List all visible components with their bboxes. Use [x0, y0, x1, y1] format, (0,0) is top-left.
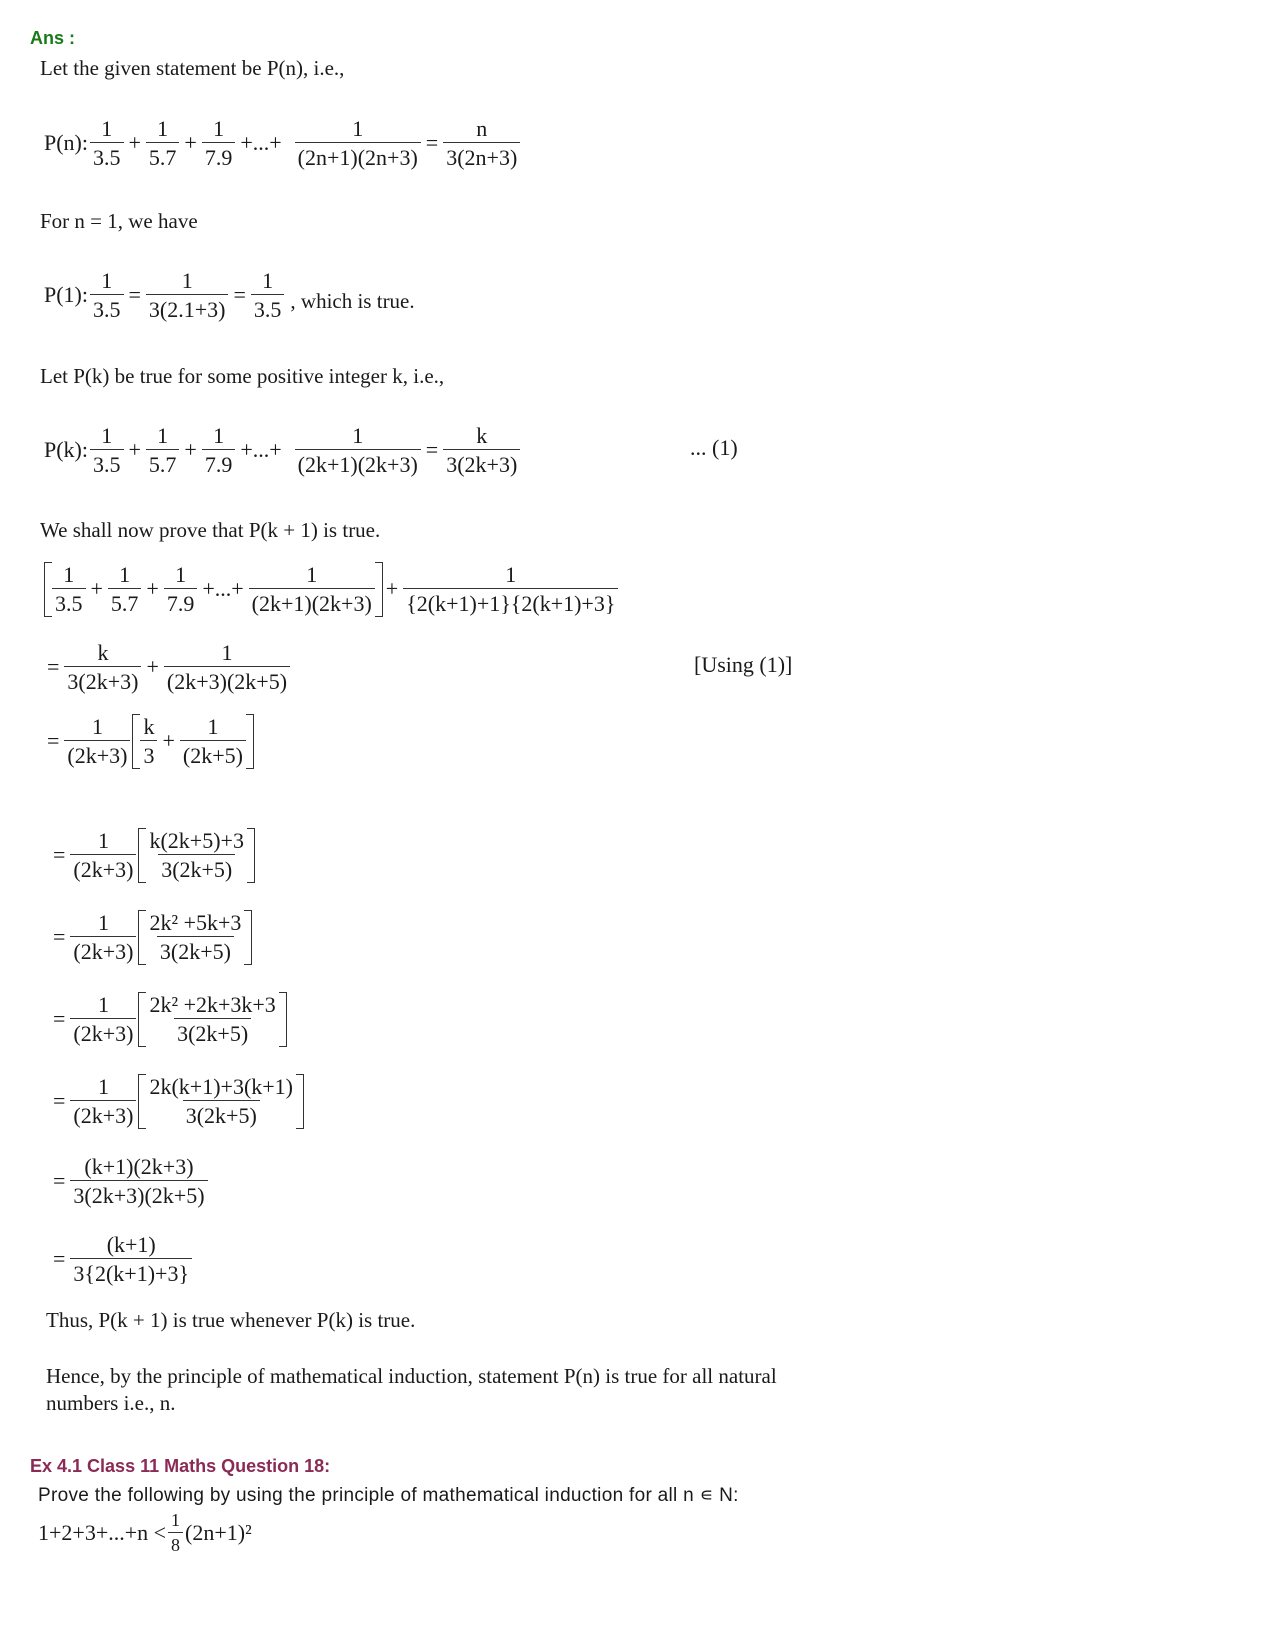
answer-label: Ans : — [30, 28, 75, 48]
step-5: = $\frac{1}{(2k+3)}$ $\frac{\text{2k² +2k+3k+3}}{3(2k+5)}$ — [50, 992, 287, 1047]
p1-equation: P(1): $\frac{1}{3.5}$ = $\frac{1}{3(2.1+3)}$ = $\frac{1}{3.5}$ , which is true. — [44, 268, 415, 323]
for-n1-text: For n = 1, we have — [40, 209, 198, 233]
step-3: = $\frac{1}{(2k+3)}$ $\frac{k(2k+5)+3}{3(2k+5)}$ — [50, 828, 255, 883]
question-text: Prove the following by using the principle of mathematical induction for all n ∊ N: — [38, 1485, 739, 1506]
thus-text: Thus, P(k + 1) is true whenever P(k) is true. — [46, 1308, 416, 1332]
step-2: = $\frac{1}{(2k+3)}$ $\frac{k}{3}$ + $\frac{1}{(2k+5)}$ — [44, 714, 254, 769]
intro-text: Let the given statement be P(n), i.e., — [40, 56, 345, 80]
let-pk-text: Let P(k) be true for some positive integer k, i.e., — [40, 364, 445, 388]
hence-line-1: Hence, by the principle of mathematical induction, statement P(n) is true for all natural — [46, 1364, 777, 1388]
step-6: = $\frac{1}{(2k+3)}$ $\frac{2k(k+1)+3(k+1)}{3(2k+5)}$ — [50, 1074, 304, 1129]
step-8: = $\frac{(k+1)}{3\{2(k+1)+3\}}$ — [50, 1232, 194, 1287]
step-0: $\frac{1}{3.5}$ + $\frac{1}{5.7}$ + $\frac{1}{7.9}$ +...+ $\frac{1}{(2k+1)(2k+3)}$ + $\frac{1}{\{2(k+1)+1\}\{2(k+1)+3\}}$ — [44, 562, 620, 617]
question-equation: 1+2+3+...+n < $\frac{1}{8}$ (2n+1)² — [38, 1510, 252, 1555]
pk-equation: P(k): $\frac{1}{3.5}$ + $\frac{1}{5.7}$ + $\frac{1}{7.9}$ +...+ $\frac{1}{(2k+1)(2k+3)}$ = $\frac{k}{3(2k+3)}$ — [44, 423, 522, 478]
using-note: [Using (1)] — [694, 652, 793, 677]
pn-lhs: P(n): — [44, 130, 88, 156]
question-title: Ex 4.1 Class 11 Maths Question 18: — [30, 1456, 331, 1476]
equation-ref-1: ... (1) — [690, 435, 738, 460]
prove-text: We shall now prove that P(k + 1) is true. — [40, 518, 381, 542]
hence-line-2: numbers i.e., n. — [46, 1391, 176, 1415]
step-4: = $\frac{1}{(2k+3)}$ $\frac{\text{2k² +5k+3}}{3(2k+5)}$ — [50, 910, 252, 965]
pn-equation: P(n): $\frac{1}{3.5}$ + $\frac{1}{5.7}$ + $\frac{1}{7.9}$ +...+ $\frac{1}{(2n+1)(2n+3)}$ = $\frac{n}{3(2n+3)}$ — [44, 116, 522, 171]
step-7: = $\frac{(k+1)(2k+3)}{3(2k+3)(2k+5)}$ — [50, 1154, 210, 1209]
step-1: = $\frac{k}{3(2k+3)}$ + $\frac{1}{(2k+3)(2k+5)}$ — [44, 640, 292, 695]
